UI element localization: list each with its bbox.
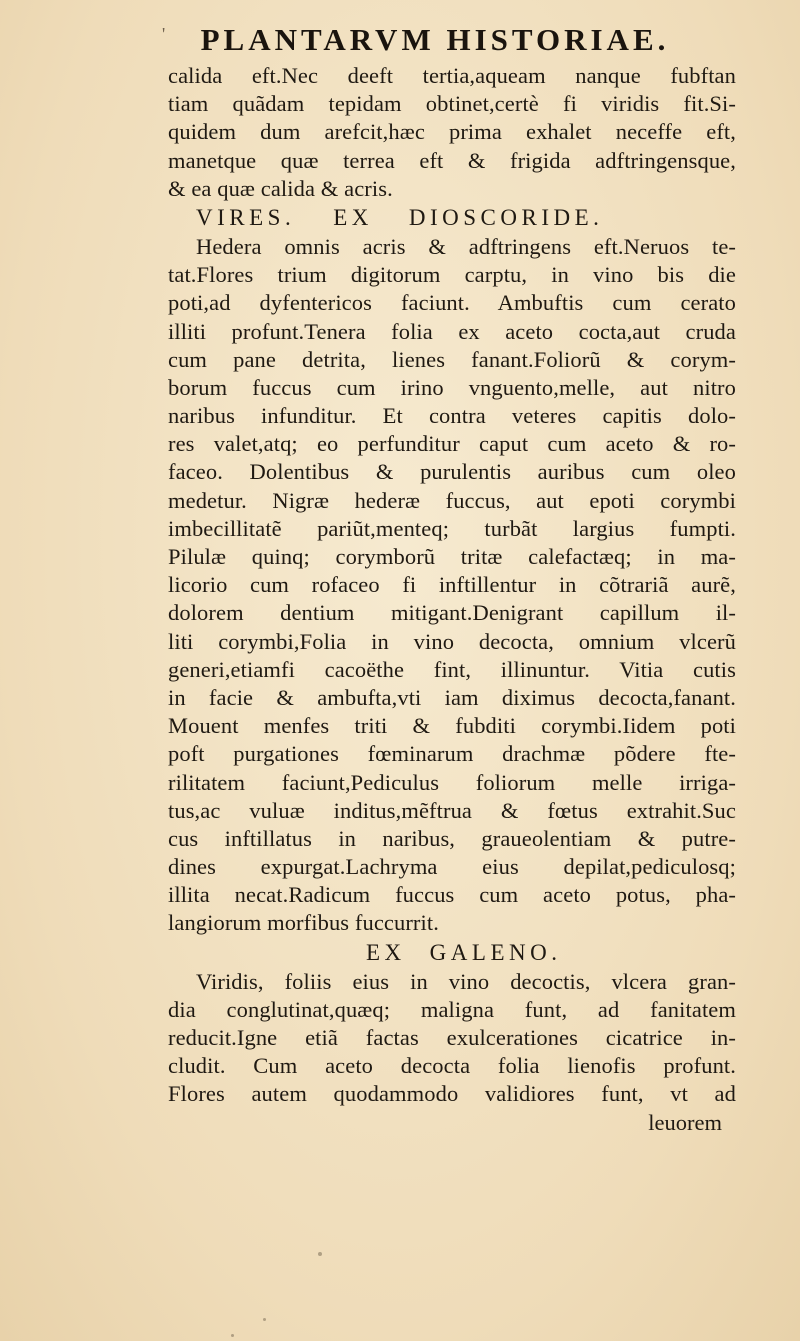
text-line: liti corymbi,Folia in vino decocta, omnium vlcerũ [168, 628, 736, 654]
text-line: Hedera omnis acris & adftringens eft.Neruos te- [196, 233, 736, 259]
text-line: & ea quæ calida & acris. [168, 175, 393, 201]
text-line: illita necat.Radicum fuccus cum aceto potus, pha- [168, 882, 736, 908]
text-line: cludit. Cum aceto decocta folia lienofis profunt. [168, 1053, 736, 1079]
text-line: cus inftillatus in naribus, graueolentiam & putre- [168, 825, 736, 851]
text-line: illiti profunt.Tenera folia ex aceto cocta,aut cruda [168, 318, 736, 344]
text-line: naribus infunditur. Et contra veteres capitis dolo- [168, 403, 736, 429]
paper-speck [318, 1252, 322, 1256]
section-heading-vires [168, 203, 736, 233]
main-text-block [168, 62, 736, 1137]
catchword: leuorem [648, 1109, 722, 1135]
paper-speck [263, 1318, 266, 1321]
heading-word: GALENO. [429, 939, 562, 965]
text-line: tus,ac vuluæ inditus,mẽftrua & fœtus extrahit.Suc [168, 797, 736, 823]
text-line: faceo. Dolentibus & purulentis auribus cum oleo [168, 459, 736, 485]
text-line: dines expurgat.Lachryma eius depilat,pediculosq; [168, 854, 736, 880]
paper-speck [231, 1334, 234, 1337]
paragraph-3 [168, 968, 736, 1109]
running-head-mark: ' [162, 24, 166, 44]
text-line: generi,etiamfi cacoëthe fint, illinuntur. Vitia cutis [168, 656, 736, 682]
text-line: poft purgationes fœminarum drachmæ põdere fte- [168, 741, 736, 767]
text-line: Flores autem quodammodo validiores funt, vt ad [168, 1081, 736, 1107]
section-heading-galeno [168, 938, 736, 968]
text-line: manetque quæ terrea eft & frigida adftringensque, [168, 147, 736, 173]
paragraph-1 [168, 62, 736, 203]
heading-word: VIRES. [196, 204, 296, 230]
text-line: quidem dum arefcit,hæc prima exhalet neceffe eft, [168, 119, 736, 145]
text-line: calida eft.Nec deeft tertia,aqueam nanque fubftan [168, 63, 736, 88]
text-line: borum fuccus cum irino vnguento,melle, aut nitro [168, 374, 736, 400]
text-line: licorio cum rofaceo fi inftillentur in cõtrariã aurẽ, [168, 572, 736, 598]
text-line: Mouent menfes triti & fubditi corymbi.Iidem poti [168, 713, 736, 739]
text-line: imbecillitatẽ pariũt,menteq; turbãt largius fumpti. [168, 515, 736, 541]
text-line: dolorem dentium mitigant.Denigrant capillum il- [168, 600, 736, 626]
text-line: cum pane detrita, lienes fanant.Foliorũ & corym- [168, 346, 736, 372]
text-line: in facie & ambufta,vti iam diximus decocta,fanant. [168, 684, 736, 710]
text-line: tiam quãdam tepidam obtinet,certè fi viridis fit.Si- [168, 91, 736, 117]
text-line: medetur. Nigræ hederæ fuccus, aut epoti corymbi [168, 487, 736, 513]
heading-word: EX [333, 204, 373, 230]
text-line: res valet,atq; eo perfunditur caput cum aceto & ro- [168, 431, 736, 457]
heading-word: EX [366, 939, 406, 965]
text-line: langiorum morfibus fuccurrit. [168, 910, 439, 936]
running-head-title: PLANTARVM HISTORIAE. [200, 22, 670, 57]
paragraph-2 [168, 233, 736, 938]
text-line: rilitatem faciunt,Pediculus foliorum melle irriga- [168, 769, 736, 795]
text-line: poti,ad dyfentericos faciunt. Ambuftis cum cerato [168, 290, 736, 316]
text-line: Pilulæ quinq; corymborũ tritæ calefactæq; in ma- [168, 544, 736, 569]
text-line: dia conglutinat,quæq; maligna funt, ad fanitatem [168, 996, 736, 1022]
text-line: reducit.Igne etiã factas exulcerationes cicatrice in- [168, 1025, 736, 1050]
text-line: tat.Flores trium digitorum carptu, in vino bis die [168, 262, 736, 288]
text-line: Viridis, foliis eius in vino decoctis, vlcera gran- [196, 968, 736, 994]
heading-word: DIOSCORIDE. [408, 204, 604, 230]
